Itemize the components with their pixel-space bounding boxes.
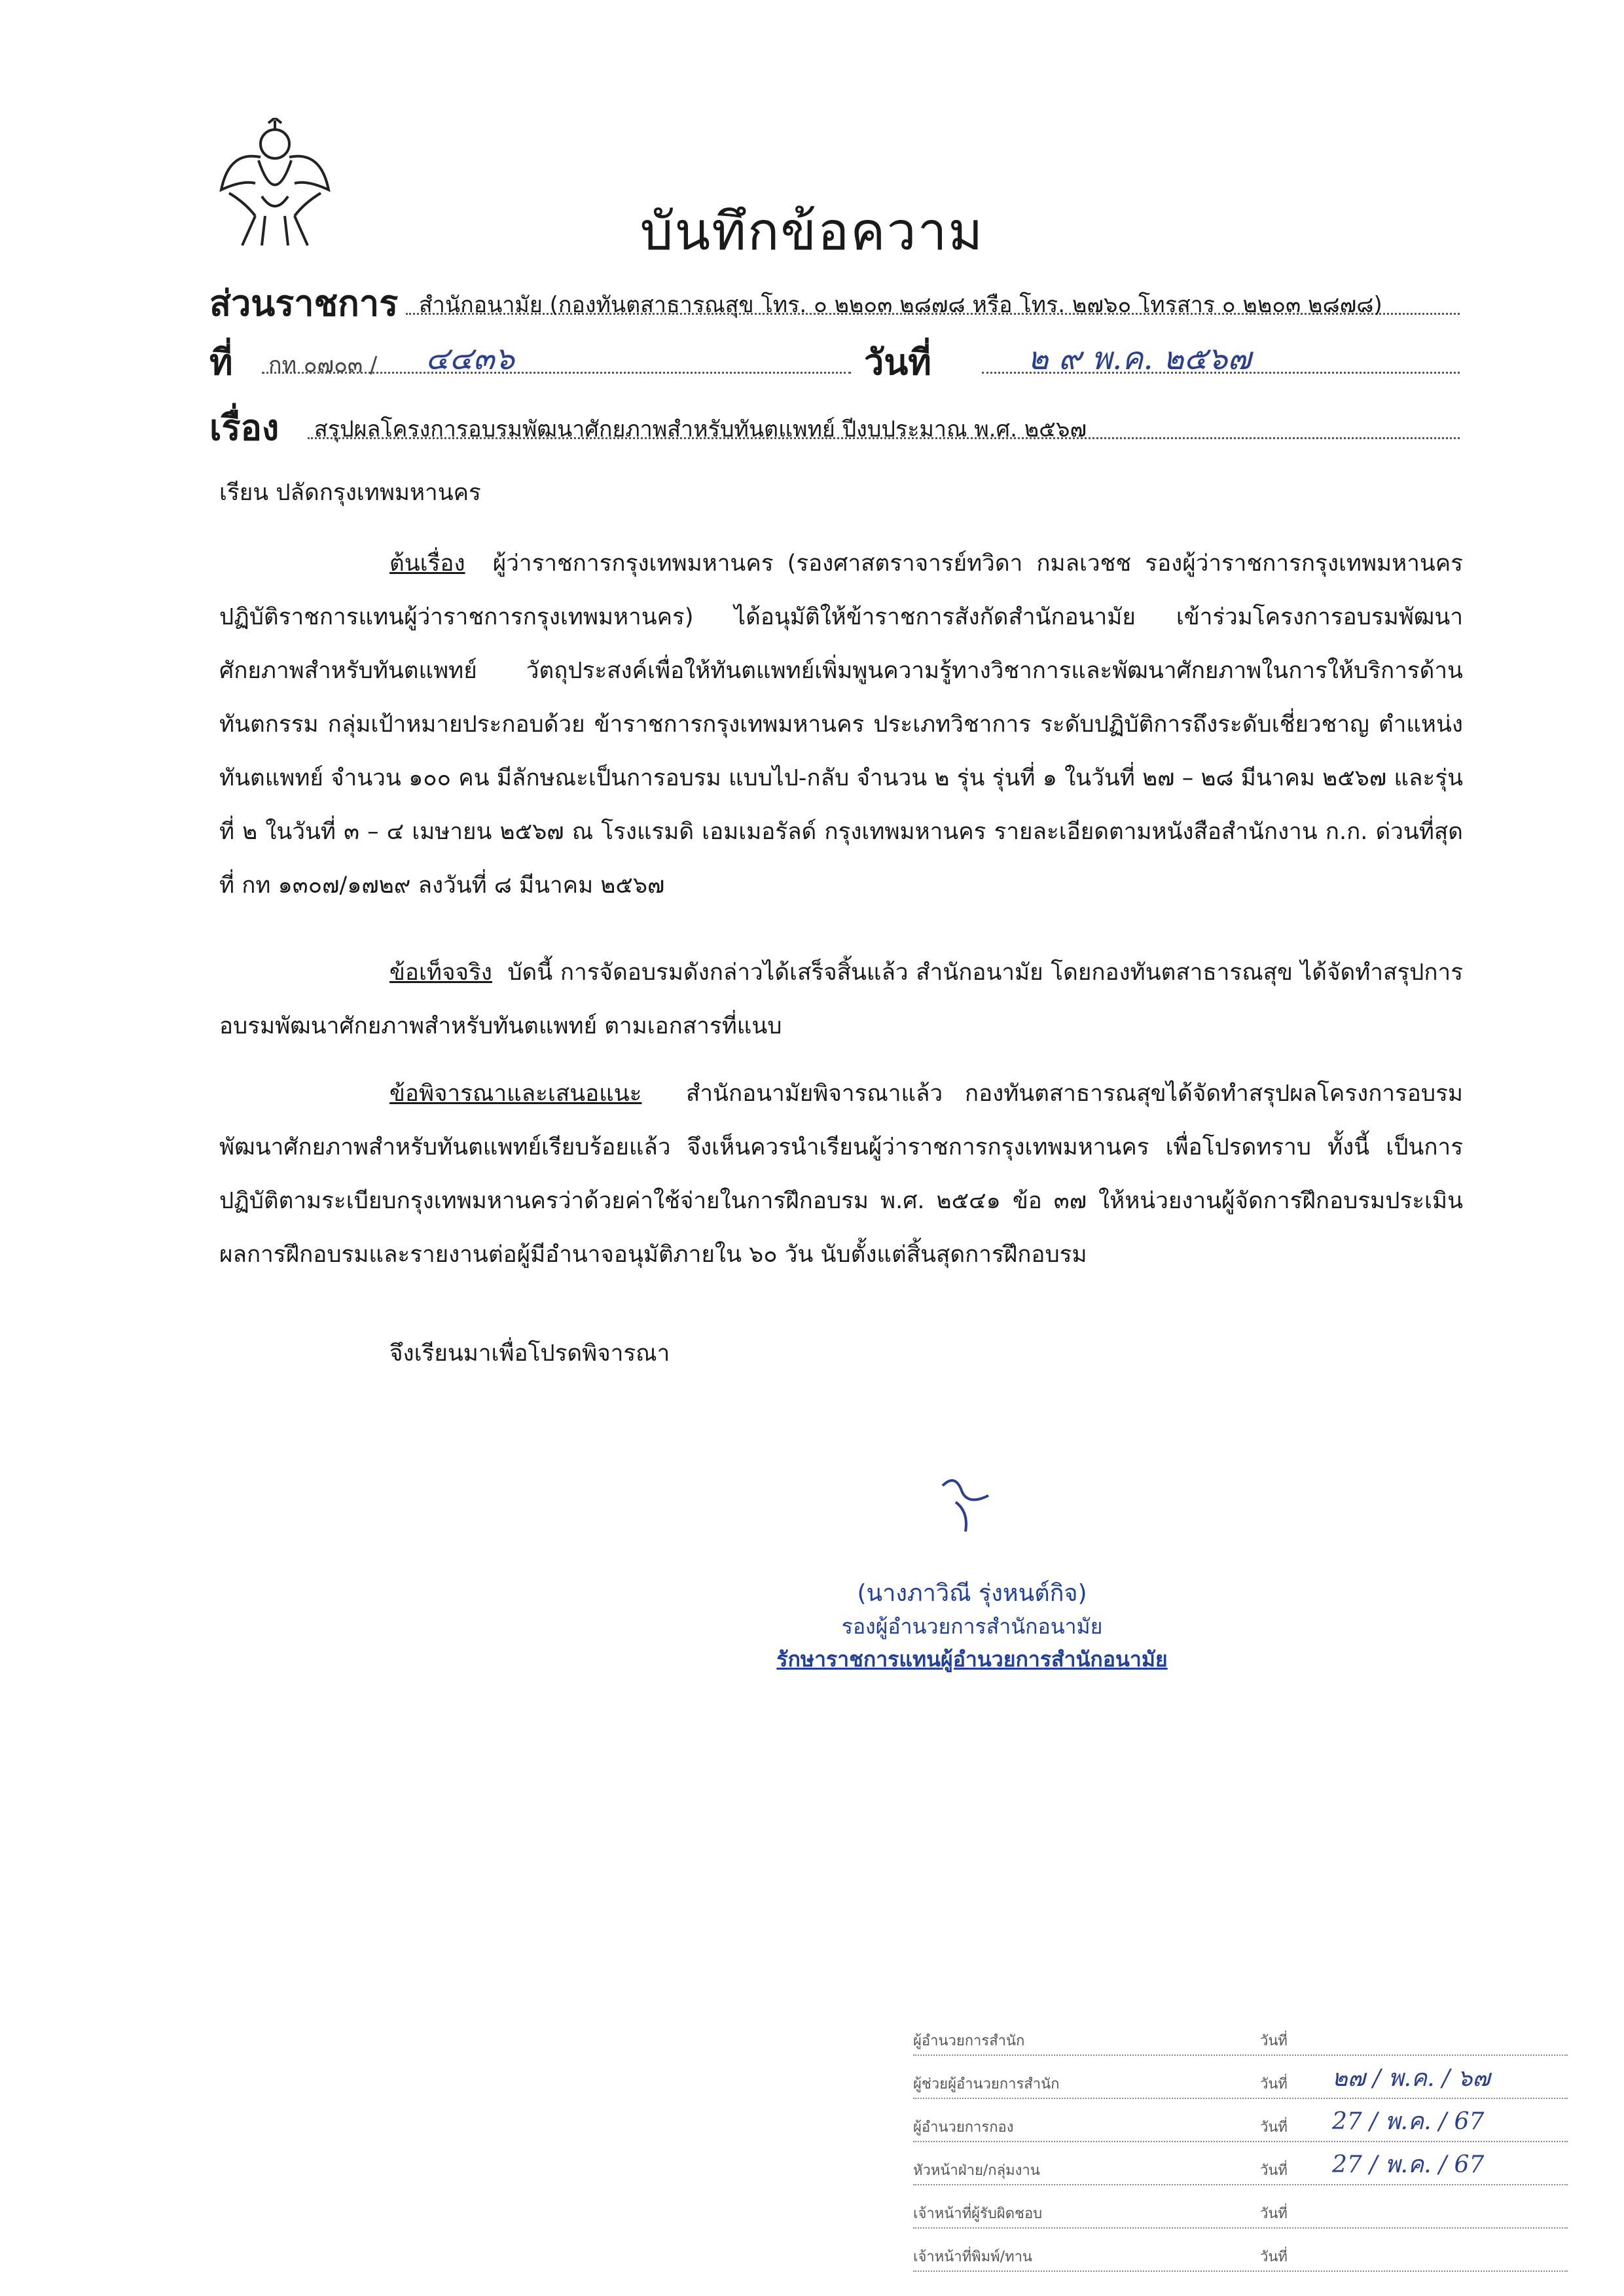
department-line (209, 275, 1460, 322)
recommendation-paragraph (219, 1067, 1463, 1282)
facts-paragraph (219, 946, 1463, 1053)
subject-line (209, 399, 1460, 446)
signatory-position: รองผู้อำนวยการสำนักอนามัย (841, 1614, 1103, 1639)
recommendation-heading: ข้อพิจารณาและเสนอแนะ (389, 1081, 642, 1107)
facts-text: บัดนี้ การจัดอบรมดังกล่าวได้เสร็จสิ้นแล้ว สำนักอนามัย โดยกองทันตสาธารณสุข ได้จัดทำสรุปการอบรมพัฒนาศักยภาพสำหรับทันตแพทย์ ตามเอกสารที่แนบ (219, 960, 1463, 1039)
recommendation-text: สำนักอนามัยพิจารณาแล้ว กองทันตสาธารณสุขได้จัดทำสรุปผลโครงการอบรมพัฒนาศักยภาพสำหรับทันตแพทย์เรียบร้อยแล้ว จึงเห็นควรนำเรียนผู้ว่าราชการกรุงเทพมหานคร เพื่อโปรดทราบ ทั้งนี้ เป็นการปฏิบัติตามระเบียบกรุงเทพมหานครว่าด้วยค่าใช้จ่ายในการฝึกอบรม พ.ศ. ๒๕๔๑ ข้อ ๓๗ ให้หน่วยงานผู้จัดการฝึกอบรมประเมินผลการฝึกอบรมและรายงานต่อผู้มีอำนาจอนุมัติภายใน ๖๐ วัน นับตั้งแต่สิ้นสุดการฝึกอบรม (219, 1081, 1463, 1268)
routing-row: ผู้ช่วยผู้อำนวยการสำนัก วันที่ ๒๗ / พ.ค. / ๖๗ (913, 2062, 1568, 2099)
signatory-acting-position: รักษาราชการแทนผู้อำนวยการสำนักอนามัย (776, 1647, 1168, 1672)
background-heading: ต้นเรื่อง (389, 550, 465, 577)
department-value: สำนักอนามัย (กองทันตสาธารณสุข โทร. ๐ ๒๒๐๓ ๒๘๗๘ หรือ โทร. ๒๗๖๐ โทรสาร ๐ ๒๒๐๓ ๒๘๗๘) (419, 292, 1382, 318)
date-label: วันที่ (864, 342, 931, 383)
subject-label: เรื่อง (209, 407, 280, 448)
background-paragraph (219, 537, 1463, 912)
subject-value: สรุปผลโครงการอบรมพัฒนาศักยภาพสำหรับทันตแพทย์ ปีงบประมาณ พ.ศ. ๒๕๖๗ (314, 416, 1087, 442)
date-handwritten: ๒ ๙ พ.ค. ๒๕๖๗ (1028, 340, 1252, 377)
routing-stamp (913, 2019, 1568, 2278)
signature-mark (929, 1466, 1008, 1547)
ref-date-line (209, 334, 1460, 381)
salutation: เรียน ปลัดกรุงเทพมหานคร (219, 480, 481, 506)
background-text: ผู้ว่าราชการกรุงเทพมหานคร (รองศาสตราจารย์ทวิดา กมลเวชช รองผู้ว่าราชการกรุงเทพมหานคร ปฏิบัติราชการแทนผู้ว่าราชการกรุงเทพมหานคร) ได้อนุมัติให้ข้าราชการสังกัดสำนักอนามัย เข้าร่วมโครงการอบรมพัฒนาศักยภาพสำหรับทันตแพทย์ วัตถุประสงค์เพื่อให้ทันตแพทย์เพิ่มพูนความรู้ทางวิชาการและพัฒนาศักยภาพในการให้บริการด้านทันตกรรม กลุ่มเป้าหมายประกอบด้วย ข้าราชการกรุงเทพมหานคร ประเภทวิชาการ ระดับปฏิบัติการถึงระดับเชี่ยวชาญ ตำแหน่งทันตแพทย์ จำนวน ๑๐๐ คน มีลักษณะเป็นการอบรม แบบไป-กลับ จำนวน ๒ รุ่น รุ่นที่ ๑ ในวันที่ ๒๗ – ๒๘ มีนาคม ๒๕๖๗ และรุ่นที่ ๒ ในวันที่ ๓ – ๔ เมษายน ๒๕๖๗ ณ โรงแรมดิ เอมเมอรัลด์ กรุงเทพมหานคร รายละเอียดตามหนังสือสำนักงาน ก.ก. ด่วนที่สุด ที่ กท ๑๓๐๗/๑๗๒๙ ลงวันที่ ๘ มีนาคม ๒๕๖๗ (219, 550, 1463, 899)
routing-row: ผู้อำนวยการกอง วันที่ 27 / พ.ค. / 67 (913, 2106, 1568, 2142)
signature-block (677, 1577, 1267, 1676)
routing-row: หัวหน้าฝ่าย/กลุ่มงาน วันที่ 27 / พ.ค. / 67 (913, 2149, 1568, 2185)
ref-number-handwritten: ๔๔๓๖ (425, 340, 514, 377)
page-title: บันทึกข้อความ (640, 201, 984, 262)
signatory-name: (นางภาวิณี รุ่งหนต์กิจ) (857, 1580, 1087, 1607)
routing-row: เจ้าหน้าที่ผู้รับผิดชอบ วันที่ (913, 2192, 1568, 2229)
ref-prefix: กท ๐๗๐๓ / (268, 352, 378, 378)
routing-row: เจ้าหน้าที่พิมพ์/ทาน วันที่ (913, 2235, 1568, 2272)
department-label: ส่วนราชการ (209, 283, 399, 324)
routing-row: ผู้อำนวยการสำนัก วันที่ (913, 2019, 1568, 2056)
ref-label: ที่ (209, 342, 233, 383)
facts-heading: ข้อเท็จจริง (389, 960, 492, 986)
closing-text: จึงเรียนมาเพื่อโปรดพิจารณา (389, 1340, 670, 1367)
